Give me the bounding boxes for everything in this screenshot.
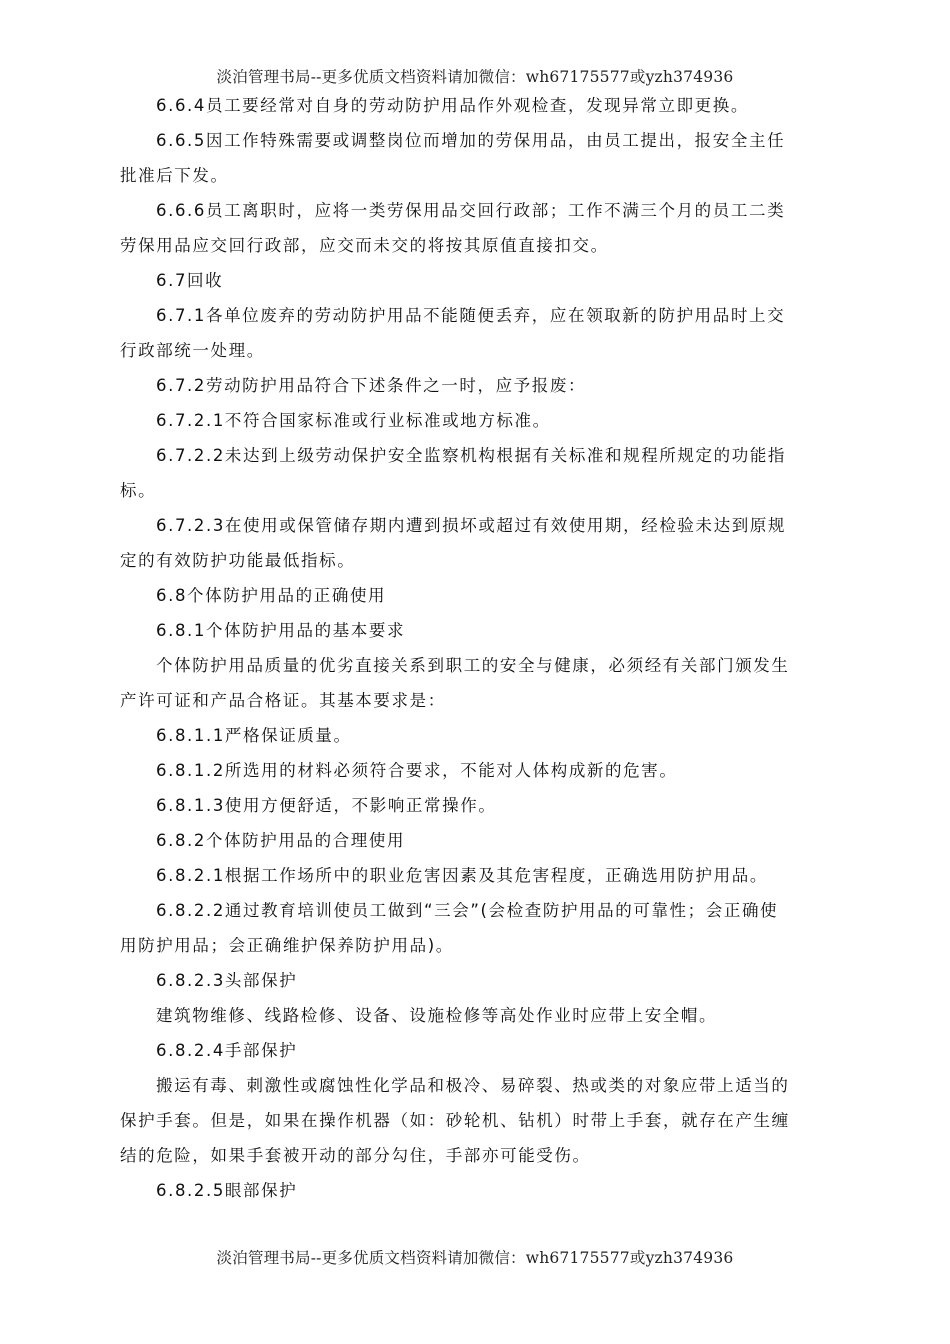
text-line: 6.8.2.5眼部保护 — [156, 1181, 298, 1200]
text-line: 6.7.2.1不符合国家标准或行业标准或地方标准。 — [156, 411, 551, 430]
text-line: 6.8.2个体防护用品的合理使用 — [156, 831, 406, 850]
text-line: 6.8.2.3头部保护 — [156, 971, 298, 990]
text-line: 保护手套。但是，如果在操作机器（如：砂轮机、钻机）时带上手套，就存在产生缠 — [120, 1111, 790, 1130]
text-line: 6.7.1各单位废弃的劳动防护用品不能随便丢弃，应在领取新的防护用品时上交 — [156, 306, 786, 325]
text-line: 6.8.1.3使用方便舒适，不影响正常操作。 — [156, 796, 497, 815]
text-line: 6.6.5因工作特殊需要或调整岗位而增加的劳保用品，由员工提出，报安全主任 — [156, 131, 786, 150]
text-line: 6.6.4员工要经常对自身的劳动防护用品作外观检查，发现异常立即更换。 — [156, 96, 749, 115]
text-line: 6.8.1.2所选用的材料必须符合要求，不能对人体构成新的危害。 — [156, 761, 678, 780]
text-line: 建筑物维修、线路检修、设备、设施检修等高处作业时应带上安全帽。 — [156, 1006, 718, 1025]
text-line: 行政部统一处理。 — [120, 341, 265, 360]
text-line: 6.8.2.1根据工作场所中的职业危害因素及其危害程度，正确选用防护用品。 — [156, 866, 768, 885]
page-footer: 淡泊管理书局--更多优质文档资料请加微信：wh67175577或yzh374936 — [216, 1249, 734, 1267]
page-header: 淡泊管理书局--更多优质文档资料请加微信：wh67175577或yzh374936 — [216, 68, 734, 86]
text-line: 6.6.6员工离职时，应将一类劳保用品交回行政部；工作不满三个月的员工二类 — [156, 201, 786, 220]
text-line: 6.8.2.4手部保护 — [156, 1041, 298, 1060]
text-line: 产许可证和产品合格证。其基本要求是： — [120, 691, 446, 710]
text-line: 6.8个体防护用品的正确使用 — [156, 586, 387, 605]
text-line: 定的有效防护功能最低指标。 — [120, 551, 356, 570]
text-line: 6.7.2.3在使用或保管储存期内遭到损坏或超过有效使用期，经检验未达到原规 — [156, 516, 787, 535]
text-line: 6.7.2劳动防护用品符合下述条件之一时，应予报废： — [156, 376, 587, 395]
text-line: 标。 — [120, 481, 157, 500]
document-body — [120, 88, 832, 1208]
text-line: 劳保用品应交回行政部，应交而未交的将按其原值直接扣交。 — [120, 236, 609, 255]
text-line: 6.7.2.2未达到上级劳动保护安全监察机构根据有关标准和规程所规定的功能指 — [156, 446, 787, 465]
text-line: 个体防护用品质量的优劣直接关系到职工的安全与健康，必须经有关部门颁发生 — [156, 656, 790, 675]
text-line: 6.8.1.1严格保证质量。 — [156, 726, 352, 745]
text-line: 6.8.1个体防护用品的基本要求 — [156, 621, 406, 640]
text-line: 6.7回收 — [156, 271, 224, 290]
text-line: 6.8.2.2通过教育培训使员工做到“三会”(会检查防护用品的可靠性；会正确使 — [156, 901, 779, 920]
text-line: 搬运有毒、刺激性或腐蚀性化学品和极冷、易碎裂、热或类的对象应带上适当的 — [156, 1076, 790, 1095]
text-line: 用防护用品；会正确维护保养防护用品)。 — [120, 936, 454, 955]
text-line: 批准后下发。 — [120, 166, 229, 185]
text-line: 结的危险，如果手套被开动的部分勾住，手部亦可能受伤。 — [120, 1146, 591, 1165]
